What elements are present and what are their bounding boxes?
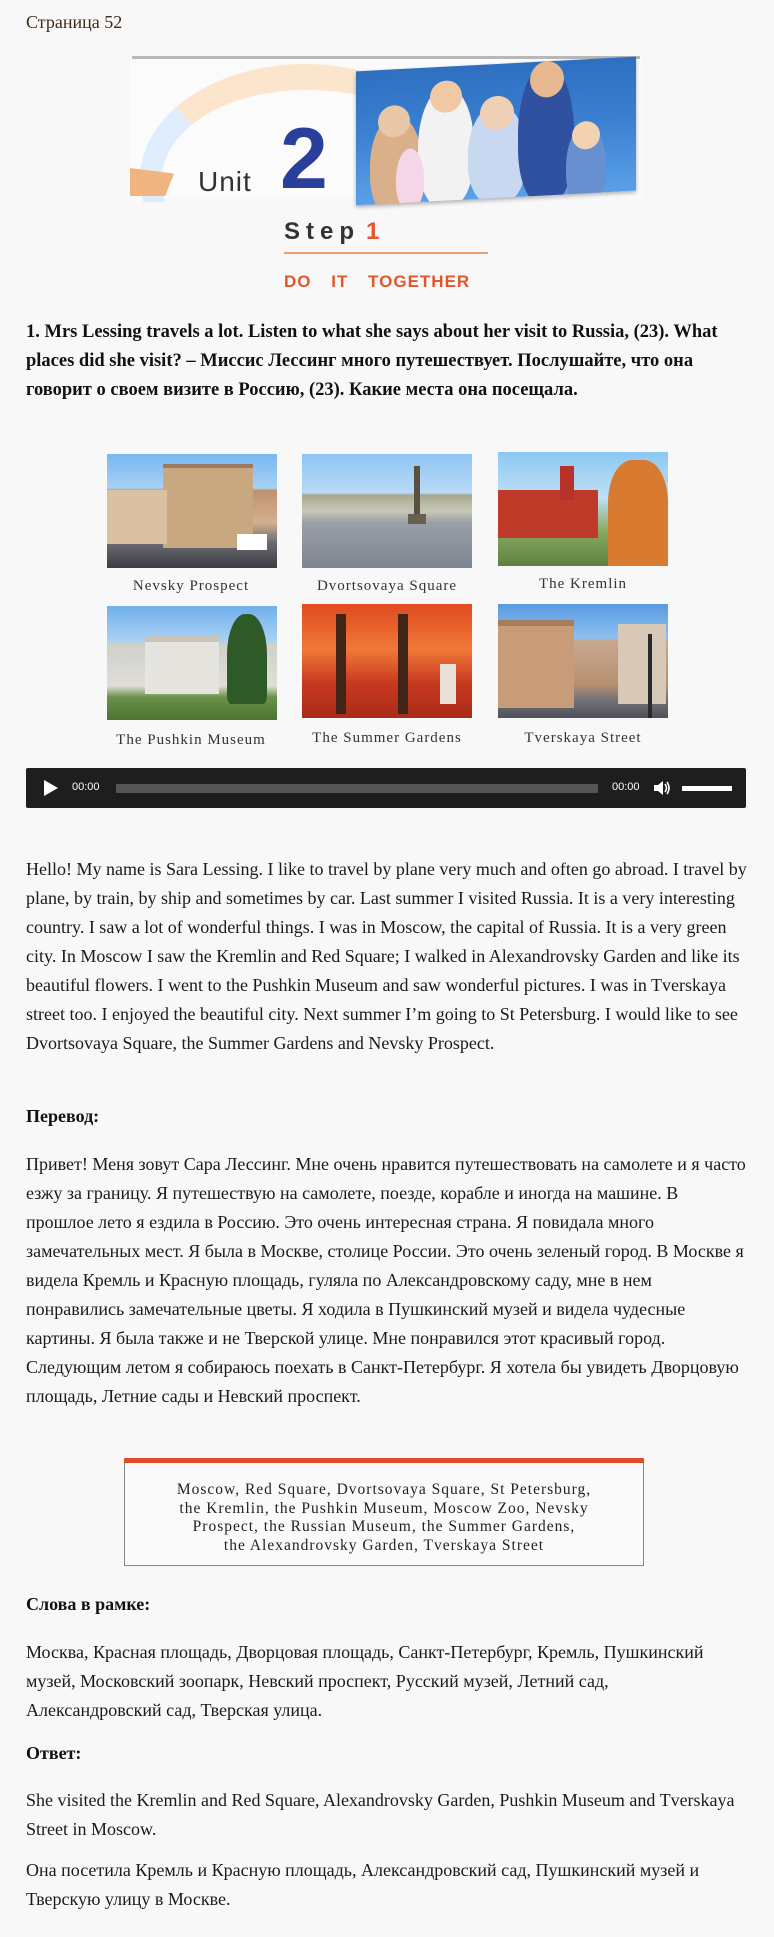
banner-rule — [132, 56, 640, 59]
word-box-line: Moscow, Red Square, Dvortsovaya Square, St Petersburg, — [176, 1481, 592, 1498]
answer-en-text: She visited the Kremlin and Red Square, Alexandrovsky Garden, Pushkin Museum and Tverskaya Street in Moscow. — [26, 1790, 735, 1839]
english-text: Hello! My name is Sara Lessing. I like to travel by plane very much and often go abroad. I travel by plane, by train, by ship and sometimes by car. Last summer I visited Russia. It is a very interesting country. I saw a lot of wonderful things. I was in Moscow, the capital of Russia. It is a very green city. In Moscow I saw the Kremlin and Red Square; I walked in Alexandrovsky Garden and like its beautiful flowers. I went to the Pushkin Museum and saw wonderful pictures. I was in Tverskaya street too. I enjoyed the beautiful city. Next summer I’m going to St Petersburg. I would like to see Dvortsovaya Square, the Summer Gardens and Nevsky Prospect. — [26, 859, 747, 1053]
photo-the-kremlin — [498, 452, 668, 566]
photo-the-pushkin-museum — [107, 606, 277, 720]
word-box-rule — [124, 1458, 644, 1463]
russian-text: Привет! Меня зовут Сара Лессинг. Мне очень нравится путешествовать на самолете и я часто езжу за границу. Я путешествую на самолете, поезде, корабле и иногда на машине. В прошлое лето я ездила в Россию. Это очень интересная страна. Я повидала много замечательных мест. Я была в Москве, столице России. Это очень зеленый город. В Москве я видела Кремль и Красную площадь, гуляла по Александровскому саду, мне в нем понравились замечательные цветы. Я ходила в Пушкинский музей и видела чудесные картины. Я была также и не Тверской улице. Мне понравился этот красивый город. Следующим летом я собираюсь поехать в Санкт-Петербург. Я хотела бы увидеть Дворцовую площадь, Летние сады и Невский проспект. — [26, 1154, 746, 1406]
word-box-line: the Alexandrovsky Garden, Tverskaya Street — [223, 1536, 545, 1554]
answer-heading: Ответ: — [26, 1743, 82, 1763]
duration: 00:00 — [612, 781, 640, 793]
step-rule — [284, 252, 488, 254]
word-box-line: Prospect, the Russian Museum, the Summer Gardens, — [192, 1518, 576, 1535]
photo-dvortsovaya-square — [302, 454, 472, 568]
caption-tverskaya-street: Tverskaya Street — [524, 730, 642, 746]
translation-heading: Перевод: — [26, 1106, 100, 1126]
play-icon[interactable] — [44, 780, 58, 796]
photo-nevsky-prospect — [107, 454, 277, 568]
answer-ru-text: Она посетила Кремль и Красную площадь, Александровский сад, Пушкинский музей и Тверскую улицу в Москве. — [26, 1860, 700, 1909]
step-word: Step — [284, 218, 361, 245]
do-it-together-label: DO IT TOGETHER — [284, 272, 471, 291]
audio-player[interactable] — [26, 768, 746, 808]
volume-slider[interactable] — [682, 786, 732, 791]
words-ru-text: Москва, Красная площадь, Дворцовая площадь, Санкт-Петербург, Кремль, Пушкинский музей, Московский зоопарк, Невский проспект, Русский музей, Летний сад, Александровский сад, Тверская улица. — [26, 1642, 704, 1720]
progress-track[interactable] — [116, 784, 598, 793]
word-box-line: the Kremlin, the Pushkin Museum, Moscow Zoo, Nevsky — [179, 1499, 589, 1517]
task-text: 1. Mrs Lessing travels a lot. Listen to what she says about her visit to Russia, (23). What places did she visit? – Миссис Лессинг много путешествует. Послушайте, что она говорит о своем визите в Россию, (23). Какие места она посещала. — [26, 322, 718, 400]
volume-icon[interactable] — [654, 780, 672, 796]
unit-word: Unit — [198, 166, 252, 197]
family-photo — [356, 57, 636, 206]
current-time: 00:00 — [72, 781, 100, 793]
page-label: Страница 52 — [26, 12, 123, 32]
caption-the-pushkin-museum: The Pushkin Museum — [116, 732, 266, 748]
caption-nevsky-prospect: Nevsky Prospect — [132, 578, 250, 594]
word-box — [124, 1458, 644, 1566]
word-box-text — [135, 1481, 633, 1555]
photo-tverskaya-street — [498, 604, 668, 718]
unit-banner — [130, 56, 642, 207]
words-heading: Слова в рамке: — [26, 1594, 151, 1614]
caption-the-summer-gardens: The Summer Gardens — [312, 730, 462, 746]
caption-dvortsovaya-square: Dvortsovaya Square — [316, 578, 458, 594]
unit-number: 2 — [280, 111, 328, 207]
caption-the-kremlin: The Kremlin — [538, 576, 628, 592]
step-title — [284, 218, 379, 246]
photo-the-summer-gardens — [302, 604, 472, 718]
step-number: 1 — [366, 218, 380, 245]
